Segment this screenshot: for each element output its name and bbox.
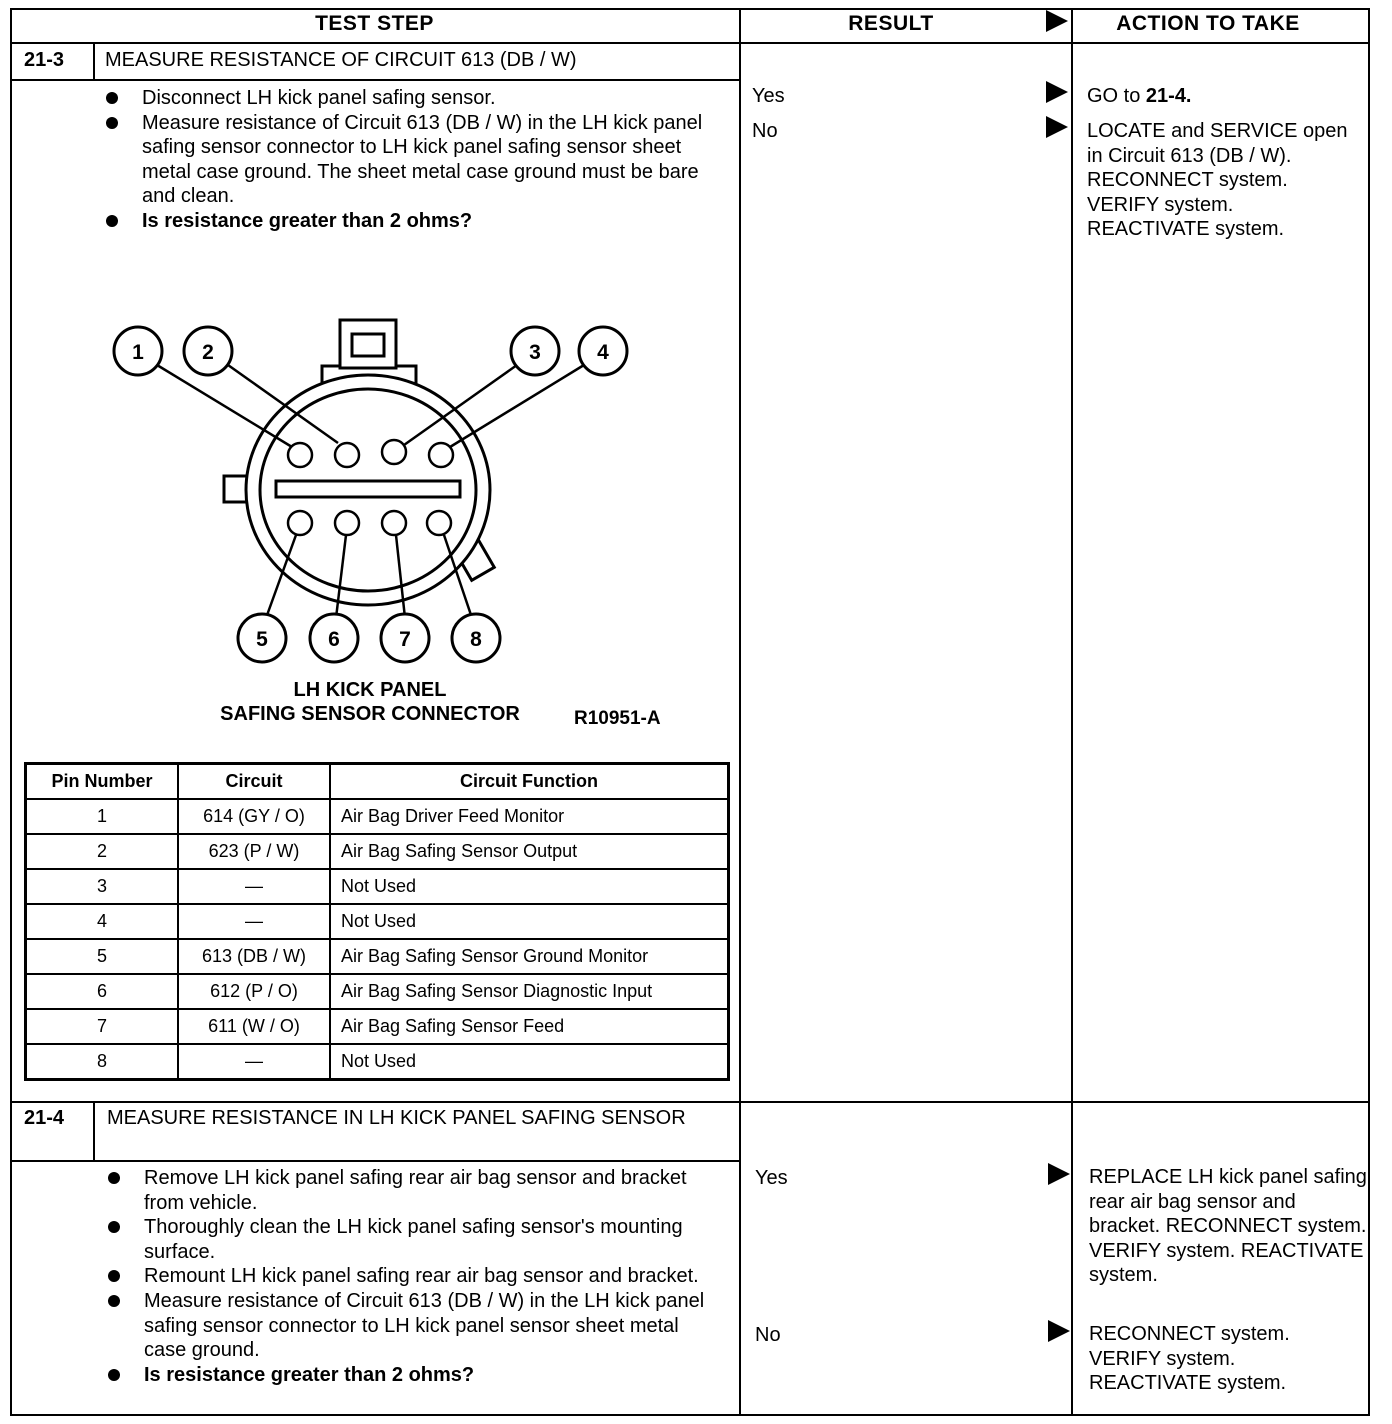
header-test-step: TEST STEP [315, 12, 434, 35]
table-row: 8 — Not Used [26, 1044, 729, 1080]
bullet-icon [106, 92, 118, 104]
step-21-3-number: 21-3 [24, 49, 65, 71]
pin-function-table [24, 762, 730, 1081]
callout-label-5: 5 [256, 628, 268, 651]
step-21-3-action-yes: GO to 21-4. [1087, 85, 1192, 107]
table-top-border [10, 8, 1370, 10]
table-left-border [10, 8, 12, 1416]
callout-label-8: 8 [470, 628, 482, 651]
bullet-icon [108, 1295, 120, 1307]
step-21-4-title: MEASURE RESISTANCE IN LH KICK PANEL SAFING SENSOR [107, 1107, 686, 1129]
table-row: 4 — Not Used [26, 904, 729, 939]
column-header-circuit: Circuit [178, 764, 330, 800]
step-21-4-number-divider [93, 1101, 95, 1162]
callout-label-2: 2 [202, 341, 214, 364]
list-item: Disconnect LH kick panel safing sensor. [106, 86, 706, 111]
list-item-question: Is resistance greater than 2 ohms? [108, 1363, 708, 1388]
table-row: 5 613 (DB / W) Air Bag Safing Sensor Ground Monitor [26, 939, 729, 974]
step-21-4-no-arrow-icon [1048, 1320, 1070, 1342]
list-item: Remount LH kick panel safing rear air bag sensor and bracket. [108, 1264, 708, 1289]
list-item: Measure resistance of Circuit 613 (DB / W) in the LH kick panel safing sensor connector to LH kick panel sensor sheet metal case ground. [108, 1289, 708, 1363]
list-item: Remove LH kick panel safing rear air bag sensor and bracket from vehicle. [108, 1166, 708, 1215]
connector-diagram [100, 310, 660, 670]
step-21-3-action-no: LOCATE and SERVICE open in Circuit 613 (DB / W). RECONNECT system. VERIFY system. REACTIVATE system. [1087, 120, 1348, 241]
column-divider-result [739, 8, 741, 1416]
step-21-3-bullets [106, 86, 706, 234]
callout-label-4: 4 [597, 341, 609, 364]
step-21-4-yes-arrow-icon [1048, 1163, 1070, 1185]
table-row: 2 623 (P / W) Air Bag Safing Sensor Output [26, 834, 729, 869]
step-21-4-action-no: RECONNECT system. VERIFY system. REACTIVATE system. [1089, 1323, 1290, 1395]
callout-label-7: 7 [399, 628, 411, 651]
table-row: 1 614 (GY / O) Air Bag Driver Feed Monitor [26, 799, 729, 834]
callout-label-3: 3 [529, 341, 541, 364]
figure-caption-line-1: LH KICK PANEL [293, 679, 447, 701]
step-21-4-result-no: No [755, 1324, 781, 1346]
table-row: 7 611 (W / O) Air Bag Safing Sensor Feed [26, 1009, 729, 1044]
step-21-4-result-yes: Yes [755, 1167, 788, 1189]
list-item: Measure resistance of Circuit 613 (DB / W) in the LH kick panel safing sensor connector to LH kick panel safing sensor sheet metal case ground. The sheet metal case ground must be bare and clean. [106, 111, 706, 209]
step-21-3-result-yes: Yes [752, 85, 785, 107]
figure-caption-line-2: SAFING SENSOR CONNECTOR [220, 703, 520, 725]
bullet-icon [108, 1369, 120, 1381]
table-row: 6 612 (P / O) Air Bag Safing Sensor Diagnostic Input [26, 974, 729, 1009]
step-21-3-yes-arrow-icon [1046, 81, 1068, 103]
list-item: Thoroughly clean the LH kick panel safing sensor's mounting surface. [108, 1215, 708, 1264]
step-21-3-no-arrow-icon [1046, 116, 1068, 138]
step-21-4-top-border [10, 1101, 1370, 1103]
step-21-4-bullets [108, 1166, 708, 1387]
column-header-pin-number: Pin Number [26, 764, 179, 800]
step-21-4-title-bottom [10, 1160, 741, 1162]
table-row: 3 — Not Used [26, 869, 729, 904]
callout-label-6: 6 [328, 628, 340, 651]
step-ref-21-4: 21-4. [1145, 85, 1192, 107]
table-right-border [1368, 8, 1370, 1416]
step-21-3-title-bottom [10, 79, 741, 81]
header-arrow-icon [1046, 10, 1068, 32]
table-header-row [26, 764, 729, 800]
step-21-4-action-yes: REPLACE LH kick panel safing rear air bag sensor and bracket. RECONNECT system. VERIFY system. REACTIVATE system. [1089, 1166, 1367, 1287]
bullet-icon [108, 1172, 120, 1184]
figure-id: R10951-A [574, 708, 661, 729]
column-header-circuit-function: Circuit Function [330, 764, 729, 800]
step-21-3-number-divider [93, 42, 95, 81]
figure-caption [180, 678, 560, 726]
bullet-icon [106, 117, 118, 129]
bullet-icon [108, 1221, 120, 1233]
header-action: ACTION TO TAKE [1116, 12, 1300, 35]
header-bottom-border [10, 42, 1370, 44]
callout-label-1: 1 [132, 341, 144, 364]
bullet-icon [108, 1270, 120, 1282]
header-result: RESULT [848, 12, 934, 35]
list-item-question: Is resistance greater than 2 ohms? [106, 209, 706, 234]
step-21-3-result-no: No [752, 120, 778, 142]
step-21-3-title: MEASURE RESISTANCE OF CIRCUIT 613 (DB / W) [105, 49, 577, 71]
table-bottom-border [10, 1414, 1370, 1416]
step-21-4-number: 21-4 [24, 1107, 65, 1129]
bullet-icon [106, 215, 118, 227]
column-divider-action [1071, 8, 1073, 1416]
